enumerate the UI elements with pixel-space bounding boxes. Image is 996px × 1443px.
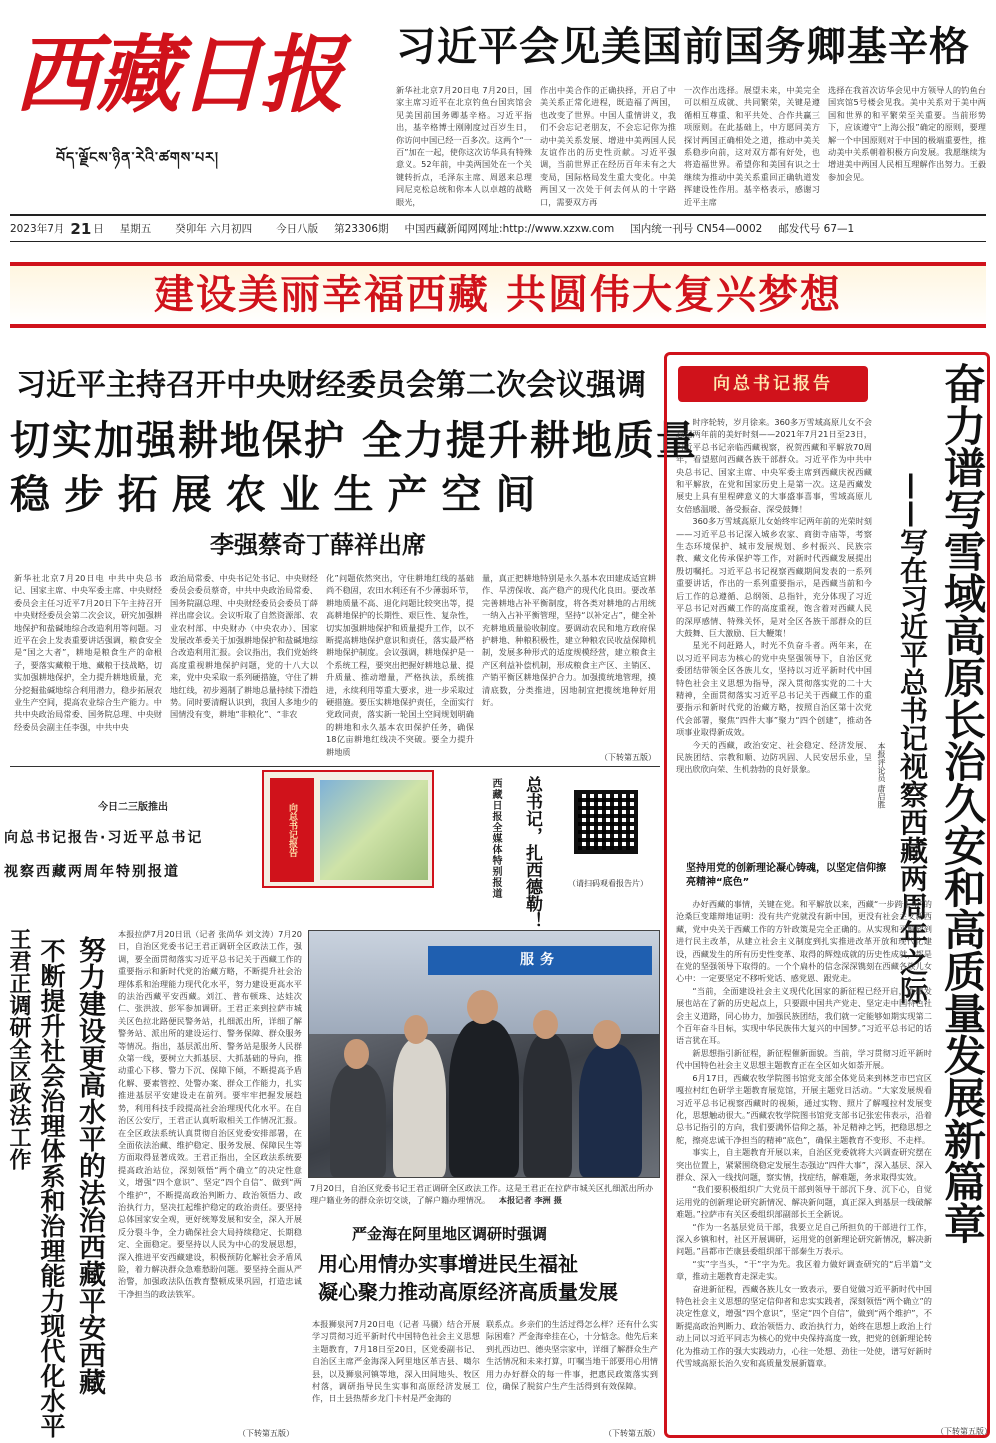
yan-story-headline-1[interactable]: 用心用情办实事增进民生福祉 [318, 1252, 578, 1276]
feature-subheadline[interactable]: ——写在习近平总书记视察西藏两周年之际 [896, 472, 929, 1004]
feature-paragraph-5: 办好西藏的事情，关键在党。和平解放以来，西藏“一步跨千年”的沧桑巨变雄辩地证明：没有共产党就没有新中国，更没有社会主义新西藏，党中央关于西藏工作的方针政策是完全正确的。从实现和平解放到进行民主改革，从建立社会主义制度到扎实推进改革开放和现代化建设，西藏发生的所有历史性变革、取得的辉煌成就的历史性成就，都是在党的坚强领导下取得的。一个个扁朴的信念深深镌刻在西藏各族儿女心中：一定要坚定不移听党话、感党恩、跟党走。 [676, 899, 932, 984]
newspaper-masthead: 西藏日报 [14, 25, 343, 124]
issue-postal-code: 邮发代号 67—1 [778, 222, 855, 235]
issue-date: 2023年7月 [10, 222, 65, 235]
feature-continued[interactable]: （下转第五版） [936, 1427, 992, 1436]
issue-day-suffix: 日 [93, 222, 104, 235]
feature-paragraph-1: 时序轮转，岁月徐来。360多万雪域高原儿女不会忘记两年前的美好时刻——2021年7月21日至23日，习近平总书记亲临西藏视察，祝贺西藏和平解放70周年，看望慰问西藏各族干部群众。习近平作为中共中央总书记、国家主席、中央军委主席到西藏庆祝西藏和平解放，在党和国家历史上是第一次。这是西藏发展史上具有里程碑意义的大事盛事喜事，雪域高原儿女倍感温暖、备受振奋、深受鼓舞！ [676, 417, 872, 514]
issue-info-bar [10, 214, 986, 242]
top-story-col-4: 选择在我首次访华会见中方领导人的钓鱼台国宾馆5号楼会见我。美中关系对于美中两国和世界的和平繁荣至关重要。当前形势下，应该遵守“上海公报”确定的原则，要理解一个中国原则对于中国的极端重要性，推动美中关系朝着积极方向发展。我愿继续为增进美中两国人民相互理解作出努力。王毅参加会见。 [828, 85, 986, 182]
promo-media-label: 西藏日报全媒体特别报道 [490, 778, 501, 899]
feature-subhead-1: 坚持用党的创新理论凝心铸魂，以坚定信仰擦亮精神“底色” [686, 863, 886, 888]
feature-paragraph-11: “作为一名基层党员干部，我要立足自己所担负的干部进行工作，深入乡镇和村，社区开展调研，运用党的创新理论研究新情况，解决新问题。”昌都市芒康县委组织部干部秦生万表示。 [676, 1221, 932, 1257]
yan-story-continued[interactable]: （下转第五版） [604, 1429, 660, 1438]
lead-story-col-2: 政治局常委、中央书记处书记、中央财经委员会委员蔡奇，中共中央政治局常委、国务院副总理、中央财经委员会委员丁薛祥出席会议。会议听取了自然资源部、农业农村部、中央财办（中央农办）、国家发展改革委关于加强耕地保护和盐碱地综合改造利用汇报。会议指出，我们党始终高度重视耕地保护问题，党的十八大以来，党中央采取一系列硬措施，守住了耕地红线，初步遏制了耕地总量持续下滑趋势。同时要清醒认识到，我国人多地少的国情没有变，耕地“非粮化”、“非农 [170, 573, 318, 720]
lead-story-headline-1[interactable]: 切实加强耕地保护 全力提升耕地质量 [10, 418, 698, 464]
lead-story-attendees: 李强蔡奇丁薛祥出席 [210, 531, 426, 559]
feature-label: 向总书记报告 [678, 366, 868, 402]
lead-story-col-3: 化”问题依然突出，守住耕地红线的基础尚不稳固，农田水利还有不少薄弱环节，耕地质量不高、退化问题比较突出等，提高耕地保护的长期性、艰巨性、复杂性，切实加强耕地保护和质量提升工作，以不断提高耕地保护意识和责任，落实最严格耕地保护制度。会议强调，耕地保护是一个系统工程，要突出把握好耕地总量、提升质量、推动增量，严格执法，系统推进，永续利用等重大要求，进一步采取过硬措施。要压实耕地保护责任，全面实行党政同责，落实新一轮国土空间规划明确的耕地和永久基本农田保护任务，确保18亿亩耕地红线决不突破。要全力提升耕地质 [326, 573, 474, 757]
wang-story-body: 本报拉萨7月20日讯（记者 张尚华 刘文涛）7月20日，自治区党委书记王君正调研全区政法工作，强调，要全面贯彻落实习近平总书记关于西藏工作的重要指示和新时代党的治藏方略，不断提升社会治理体系和治理能力现代化水平，努力建设更高水平的法治西藏平安西藏。刘江、普布顿珠、达娃次仁、张洪波、彭军参加调研。王君正来到拉萨市城关区色拉北路便民警务站，扎细派出所，详细了解警务站、派出所的建设运行、警务保障、群众服务等情况。指出，基层派出所、警务站是服务人民群众第一线，要树立大抓基层、大抓基础的导向，推动重心下移、警力下沉、保障下倾，不断提高予盾化解、要素管控、处警办案、群众工作能力，扎实推进基层平安建设走在前列。要牢牢把握发展趋势，利用科技手段提高社会治理现代化水平。在自治区公安厅，王君正认真听取相关工作情况汇报。在全区政法系统认真贯彻自治区党委安排部署，在全面依法治藏、维护稳定、服务发展、保障民生等方面取得显著成效。王君正指出，全区政法系统要提高政治站位，深刻领悟“两个确立”的决定性意义，增强“四个意识”、坚定“四个自信”、做到“两个维护”，不断提高政治判断力、政治领悟力、政治执行力，坚决扛起维护稳定的政治责任。要坚持总体国家安全观，更好统筹发展和安全，深入开展反分裂斗争，全力确保社会大局持续稳定、长期稳定、全面稳定。要坚持以人民为中心的发展思想，深入推进平安西藏建设，积极预防化解社会矛盾风险，着力解决群众急难愁盼问题。要坚持全面从严治警，加强政法队伍教育整顿成果巩固，打造忠诚干净担当的政法铁军。 [118, 929, 302, 1299]
issue-lunar-date: 癸卯年 六月初四 [175, 222, 253, 235]
issue-number: 第23306期 [334, 222, 389, 235]
lead-story-continued[interactable]: （下转第五版） [600, 753, 656, 762]
feature-byline: 本报评论员 唐启胜 [877, 742, 886, 809]
yan-story-col-1: 本报狮泉河7月20日电（记者 马骥）结合开展学习贯彻习近平新时代中国特色社会主义思想主题教育，7月18日至20日，区党委副书记、自治区主席严金海深入阿里地区革吉县、噶尔县，以及狮泉河镇等地，深入田间地头、牧区村落，调研指导民生实事和高原经济发展工作，日土县热帮乡龙门卡村是严金海的 [312, 1319, 480, 1404]
feature-paragraph-6: “当前，全面建设社会主义现代化国家的新征程已经开启，西藏发展也站在了新的历史起点上，只要跟中国共产党走、坚定走中国特色社会主义道路，同心协力，加强民族团结，我们就一定能够如期实现第二个百年奋斗目标，实现中华民族伟大复兴的中国梦。”习近平总书记的话语言犹在耳。 [676, 985, 932, 1046]
feature-paragraph-10: “我们要积极组织广大党员干部到领导干部沉下身、沉下心，自觉运用党的创新理论研究新情况、解决新问题，真正深入到基层一线破解难题。”拉萨市有关区委组织部副部长王全新说。 [676, 1184, 932, 1220]
yan-story-col-2: 联系点。乡亲们的生活过得怎么样？还有什么实际困难？严金海牵挂在心，十分惦念。他先后来到扎西边巴、德央坚宗家中，详细了解群众生产生活情况和未来打算，叮嘱当地干部要用心用情用力办好群众的每一件事，把惠民政策落实到位，确保了脱贫户生产生活得到有效保障。 [486, 1319, 658, 1392]
photo-credit: 本报记者 李洲 摄 [498, 1195, 562, 1205]
photo-caption-text: 7月20日，自治区党委书记王君正调研全区政法工作。这是王君正在拉萨市城关区扎细派出所办理户籍业务的群众亲切交谈，了解户籍办理情况。 [310, 1183, 654, 1205]
top-story-col-2: 作出中美合作的正确抉择，开启了中美关系正常化进程，既造福了两国，也改变了世界。中国人重情讲义，我们不会忘记老朋友，不会忘记你为推动中美关系发展、增进中美两国人民友谊作出的历史性贡献。习近平强调，当前世界正在经历百年未有之大变局，国际格局发生重大变化。中美两国又一次处于何去何从的十字路口，需要双方再 [540, 85, 676, 207]
promo-title-line-1: 向总书记报告·习近平总书记 [4, 830, 204, 846]
issue-cn-number: 国内统一刊号 CN54—0002 [630, 222, 763, 235]
feature-body-upper [676, 416, 872, 852]
section-divider [10, 766, 660, 767]
slogan-banner: 建设美丽幸福西藏 共圆伟大复兴梦想 [10, 262, 986, 328]
photo-caption [310, 1182, 658, 1208]
lead-story-kicker[interactable]: 习近平主持召开中央财经委员会第二次会议强调 [16, 368, 646, 403]
feature-paragraph-2: 360多万雪域高原儿女始终牢记两年前的光荣时刻——习近平总书记深入城乡农家、商街寺庙等，考察生态环境保护、城市发展规划、乡村振兴、民族宗教、藏文化传承保护等工作，对新时代西藏发展提出殷切嘱托。习近平总书记视察西藏期间发表的一系列重要讲话，作出的一系列重要指示，是西藏当前和今后工作的总遵循、总纲领、总指针，充分体现了习近平总书记对西藏工作的高度重视，饱含着对西藏人民的深厚感情、特殊关怀，是对全区各族干部群众的巨大鼓舞、巨大激励、巨大鞭策！ [676, 516, 872, 638]
masthead-tibetan-title: བོད་ལྗོངས་ཉིན་རེའི་ཚགས་པར། [56, 150, 219, 166]
promo-report-image[interactable] [262, 770, 434, 888]
feature-paragraph-3: 星光不问赶路人，时光不负奋斗者。两年来，在以习近平同志为核心的党中央坚强领导下，自治区党委团结带领全区各族儿女，坚持以习近平新时代中国特色社会主义思想为指导，深入贯彻落实党的二十大精神，全面贯彻落实习近平总书记关于西藏工作的重要指示和新时代党的治藏方略，按照自治区第十次党代会部署，聚焦“四件大事”聚力“四个创建”，推动各项事业取得新成效。 [676, 640, 872, 738]
lead-story-headline-2[interactable]: 稳 步 拓 展 农 业 生 产 空 间 [10, 472, 536, 518]
issue-day: 21 [70, 219, 92, 238]
lead-story-col-4: 量，真正把耕地特别是永久基本农田建成适宜耕作、旱涝保收、高产稳产的现代化良田。要改革完善耕地占补平衡制度，将各类对耕地的占用统一纳入占补平衡管理，坚持“以补定占”，健全补充耕地质量验收制度。要调动农民和地方政府保护耕地、种粮积极性，建立种粮农民收益保障机制，发展多种形式的适度规模经营，建立粮食主产区利益补偿机制，形成粮食主产区、主销区、产销平衡区耕地保护合力。加强揽统地管理，摸清底数，分类推进，因地制宜把揽统地种好用好。 [482, 573, 656, 708]
feature-paragraph-12: “实”字当头，“干”字为先。我区着力做好调查研究的“后半篇”文章，推动主题教育走深走实。 [676, 1258, 932, 1282]
issue-page-count: 今日八版 [276, 222, 319, 235]
news-photo[interactable] [308, 930, 660, 1178]
yan-story-headline-2[interactable]: 凝心聚力推动高原经济高质量发展 [318, 1280, 618, 1304]
wang-story-headline-b[interactable]: 不断提升社会治理体系和治理能力现代化水平 [37, 938, 66, 1438]
yan-story-kicker[interactable]: 严金海在阿里地区调研时强调 [352, 1225, 548, 1243]
feature-paragraph-7: 新思想指引新征程，新征程催新面貌。当前，学习贯彻习近平新时代中国特色社会主义思想主题教育正在全区如火如荼开展。 [676, 1047, 932, 1071]
feature-paragraph-9: 事实上，自主题教育开展以来，自治区党委就将大兴调查研究摆在突出位置上，紧紧围绕稳定发展生态强边“四件大事”，深入基层、深入群众、深入一线找问题，察实情，找症结，解难题，务求取得实效。 [676, 1147, 932, 1182]
promo-intro: 今日二三版推出 [98, 802, 168, 813]
top-story-col-1: 新华社北京7月20日电 7月20日，国家主席习近平在北京钓鱼台国宾馆会见美国前国务卿基辛格。习近平指出，基辛格博士刚刚度过百岁生日，你访问中国已经一百多次。这两个“一百”加在一起，使你这次访华具有特殊意义。52年前，中美两国处在一个关键转折点，毛泽东主席、周恩来总理同尼克松总统和你本人以卓越的战略眼光， [396, 85, 532, 207]
promo-title-line-2: 视察西藏两周年特别报道 [4, 864, 180, 880]
promo-image-label: 向总书记报告 [270, 778, 314, 882]
promo-map-graphic [320, 780, 428, 880]
issue-weekday: 星期五 [119, 222, 152, 235]
top-story-col-3: 一次作出选择。展望未来，中美完全可以相互成就、共同繁荣，关键是遵循相互尊重、和平共处、合作共赢三项原则。在此基础上，中方愿同美方探讨两国正确相处之道，推动中美关系稳步向前，这对双方都有好处，也将造福世界。希望你和美国有识之士继续为推动中美关系重回正确轨道发挥建设性作用。基辛格表示，感谢习近平主席 [684, 85, 820, 207]
wang-story-kicker[interactable]: 王君正调研全区政法工作 [6, 928, 31, 1170]
feature-paragraph-4: 今天的西藏，政治安定、社会稳定、经济发展、民族团结、宗教和顺、边防巩固、人民安居乐业，呈现出欣欣向荣、生机勃勃的良好景象。 [676, 739, 872, 775]
wang-story-continued[interactable]: （下转第五版） [238, 1429, 294, 1438]
feature-paragraph-13: 奋进新征程，西藏各族儿女一致表示，要自觉做习近平新时代中国特色社会主义思想的坚定信仰者和忠实实践者，深刻领悟“两个确立”的决定性意义，增强“四个意识”，坚定“四个自信”，做到“两个维护”，不断提高政治判断力、政治领悟力、政治执行力，始终在思想上政治上行动上同以习近平同志为核心的党中央保持高度一致，把党的创新理论转化为推动工作的强大实践动力，心往一处想、劲往一处使，谱写好新时代雪域高原长治久安和高质量发展新篇章。 [676, 1283, 932, 1369]
lead-story-col-1: 新华社北京7月20日电 中共中央总书记、国家主席、中央军委主席、中央财经委员会主任习近平7月20日下午主持召开中央财经委员会第二次会议，研究加强耕地保护和盐碱地综合改造利用等问题。习近平在会上发表重要讲话强调，粮食安全是“国之大者”，耕地是粮食生产的命根子，要落实藏粮于地、藏粮于技战略，切实加强耕地保护，全力提升耕地质量，充分挖掘盐碱地综合利用潜力，稳步拓展农业生产空间，提高农业综合生产能力。中共中央政治局常委、国务院总理、中央财经委员会副主任李强，中共中央 [14, 573, 162, 732]
photo-sign: 服务 [428, 946, 652, 976]
top-story-headline[interactable]: 习近平会见美国前国务卿基辛格 [396, 24, 970, 70]
qr-code[interactable] [574, 790, 638, 854]
promo-slogan: 总书记，扎西德勒！ [522, 776, 542, 929]
feature-paragraph-8: 6月17日，西藏农牧学院图书馆党支部全体党员来到林芝市巴宜区嘎拉村红色研学主题教育展览馆，开展主题党日活动。“大家发展规看习近平总书记视察西藏时的视频，通过实物、照片了解嘎拉村发展变化，思想触动很大。”西藏农牧学院图书馆党支部书记张宏伟表示，沿着总书记指引的方向，我们要满怀信仰之基，补足精神之钙，把稳思想之舵，擦亮忠诚干净担当的精神“底色”，确保主题教育不变形、不走样。 [676, 1072, 932, 1145]
qr-caption: （请扫码观看报告片） [568, 879, 648, 888]
feature-body-lower [676, 898, 932, 1422]
promo-box[interactable] [4, 796, 262, 880]
wang-story-headline-a[interactable]: 努力建设更高水平的法治西藏平安西藏 [74, 936, 105, 1395]
feature-headline[interactable]: 奋力谱写雪域高原长治久安和高质量发展新篇章 [938, 362, 987, 1244]
issue-website[interactable]: 中国西藏新闻网网址:http://www.xzxw.com [404, 222, 615, 235]
